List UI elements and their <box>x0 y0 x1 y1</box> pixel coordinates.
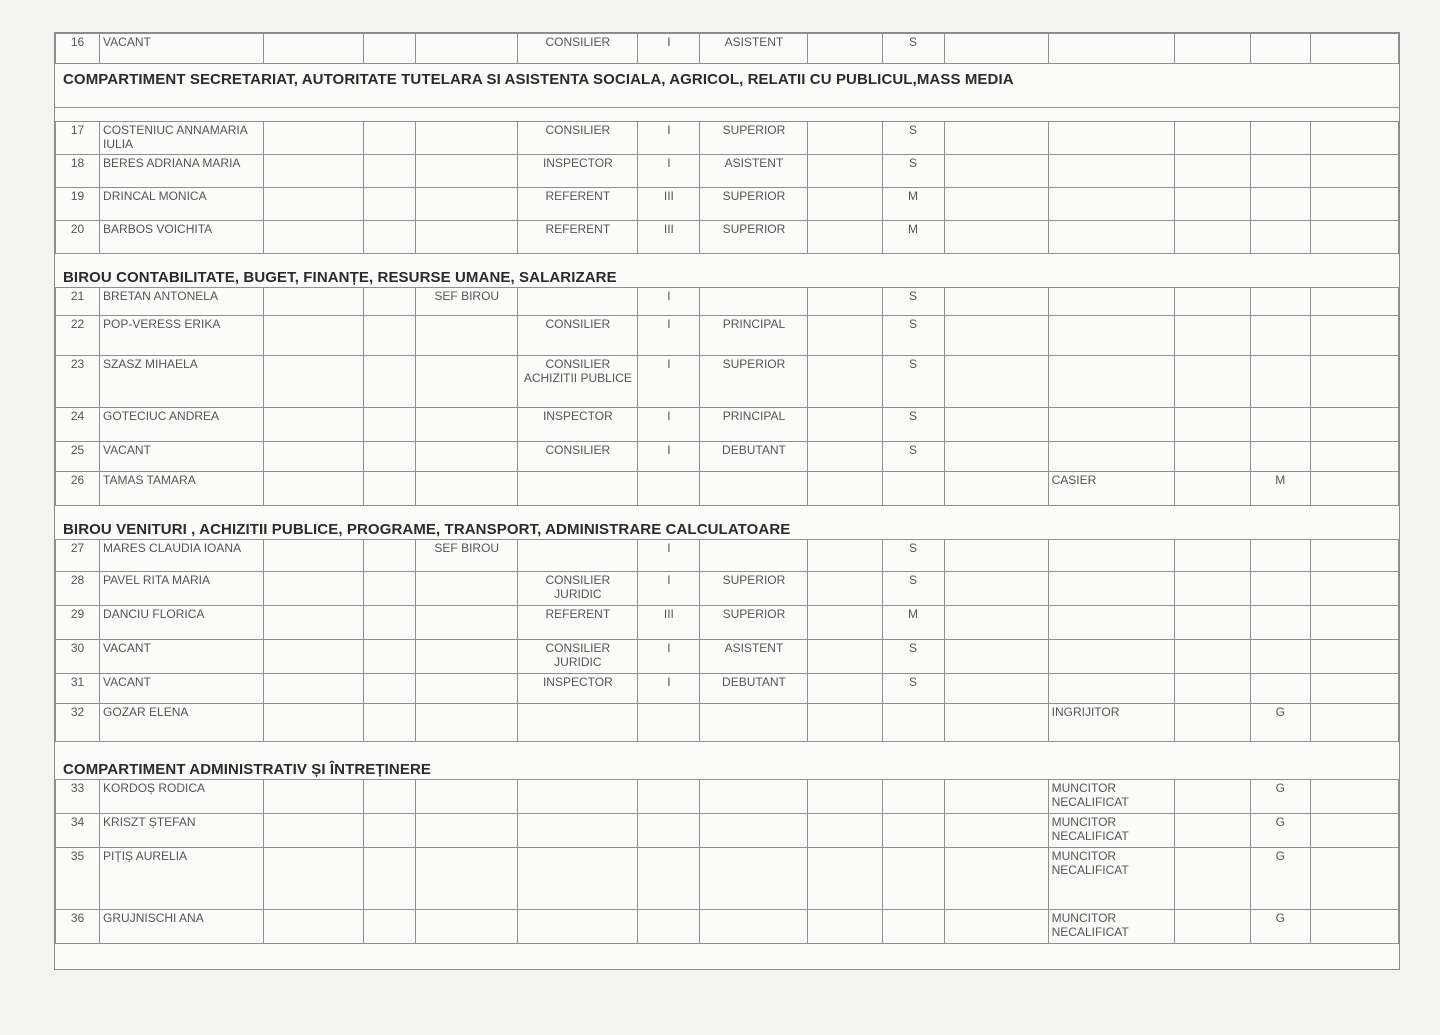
cell-nr: 24 <box>56 408 100 442</box>
cell-functie <box>518 540 638 572</box>
cell-conducere <box>416 155 518 188</box>
cell-name: KORDOȘ RODICA <box>100 780 264 814</box>
cell-contract <box>1048 155 1174 188</box>
cell-clasa: I <box>638 316 700 356</box>
cell-name: VACANT <box>100 674 264 704</box>
cell-clasa <box>638 848 700 910</box>
cell-conducere <box>416 316 518 356</box>
cell-studii <box>882 814 944 848</box>
cell-contract-studii <box>1250 408 1310 442</box>
cell-functie: CONSILIER <box>518 442 638 472</box>
cell-grad: DEBUTANT <box>700 674 808 704</box>
cell-grad: ASISTENT <box>700 155 808 188</box>
cell-contract-studii <box>1250 442 1310 472</box>
cell-clasa: I <box>638 640 700 674</box>
cell-grad: SUPERIOR <box>700 221 808 254</box>
cell-conducere <box>416 848 518 910</box>
cell-contract-studii <box>1250 155 1310 188</box>
cell-studii: S <box>882 540 944 572</box>
cell-contract-studii: G <box>1250 780 1310 814</box>
table-row <box>56 674 1399 704</box>
cell-nr: 31 <box>56 674 100 704</box>
cell-studii: M <box>882 606 944 640</box>
cell-studii: S <box>882 316 944 356</box>
cell-studii <box>882 780 944 814</box>
table-row <box>56 910 1399 944</box>
cell-grad <box>700 288 808 316</box>
table-row <box>56 704 1399 742</box>
table-row <box>56 540 1399 572</box>
cell-contract-studii: G <box>1250 814 1310 848</box>
cell-studii: S <box>882 356 944 408</box>
cell-nr: 21 <box>56 288 100 316</box>
cell-nr: 20 <box>56 221 100 254</box>
cell-studii: S <box>882 572 944 606</box>
cell-clasa: I <box>638 155 700 188</box>
table-row <box>56 572 1399 606</box>
cell-name: COSTENIUC ANNAMARIA IULIA <box>100 122 264 155</box>
cell-functie: INSPECTOR <box>518 155 638 188</box>
cell-contract-studii <box>1250 540 1310 572</box>
cell-studii <box>882 848 944 910</box>
table-row <box>56 606 1399 640</box>
cell-contract-studii: G <box>1250 704 1310 742</box>
cell-grad <box>700 780 808 814</box>
cell-grad <box>700 540 808 572</box>
cell-functie: CONSILIER JURIDIC <box>518 640 638 674</box>
table-row <box>56 155 1399 188</box>
cell-name: VACANT <box>100 640 264 674</box>
cell-contract-studii <box>1250 288 1310 316</box>
cell-name: PAVEL RITA MARIA <box>100 572 264 606</box>
cell-name: BRETAN ANTONELA <box>100 288 264 316</box>
cell-studii: S <box>882 442 944 472</box>
cell-contract-studii: G <box>1250 848 1310 910</box>
cell-clasa <box>638 472 700 506</box>
cell-clasa: III <box>638 606 700 640</box>
table-row <box>56 472 1399 506</box>
cell-contract: MUNCITOR NECALIFICAT <box>1048 848 1174 910</box>
cell-nr: 26 <box>56 472 100 506</box>
cell-studii: S <box>882 155 944 188</box>
cell-contract: MUNCITOR NECALIFICAT <box>1048 780 1174 814</box>
cell-nr: 33 <box>56 780 100 814</box>
table-row <box>56 316 1399 356</box>
cell-studii: M <box>882 221 944 254</box>
cell-conducere: SEF BIROU <box>416 540 518 572</box>
cell-contract-studii <box>1250 221 1310 254</box>
cell-studii: S <box>882 288 944 316</box>
cell-conducere <box>416 640 518 674</box>
cell-grad: SUPERIOR <box>700 122 808 155</box>
cell-conducere <box>416 221 518 254</box>
table-row <box>56 780 1399 814</box>
table-row <box>56 848 1399 910</box>
cell-contract-studii <box>1250 188 1310 221</box>
section-heading: BIROU CONTABILITATE, BUGET, FINANȚE, RESURSE UMANE, SALARIZARE <box>63 269 617 286</box>
table-row <box>56 288 1399 316</box>
cell-grad <box>700 910 808 944</box>
cell-clasa: I <box>638 540 700 572</box>
cell-nr: 29 <box>56 606 100 640</box>
cell-clasa: I <box>638 572 700 606</box>
cell-conducere: SEF BIROU <box>416 288 518 316</box>
table-row <box>56 442 1399 472</box>
table-row <box>56 34 1399 64</box>
cell-contract-studii <box>1250 356 1310 408</box>
cell-contract-studii <box>1250 122 1310 155</box>
cell-contract <box>1048 572 1174 606</box>
cell-functie: INSPECTOR <box>518 408 638 442</box>
cell-nr: 18 <box>56 155 100 188</box>
cell-functie <box>518 472 638 506</box>
cell-grad: PRINCIPAL <box>700 316 808 356</box>
table-top <box>55 33 1399 64</box>
cell-name: DANCIU FLORICA <box>100 606 264 640</box>
table-section <box>55 539 1399 742</box>
cell-nr: 34 <box>56 814 100 848</box>
cell-nr: 32 <box>56 704 100 742</box>
cell-studii: S <box>882 122 944 155</box>
cell-clasa: I <box>638 442 700 472</box>
section-heading: COMPARTIMENT ADMINISTRATIV ȘI ÎNTREȚINERE <box>63 761 431 778</box>
cell-conducere <box>416 606 518 640</box>
cell-nr: 30 <box>56 640 100 674</box>
cell-nr: 23 <box>56 356 100 408</box>
table-row <box>56 640 1399 674</box>
cell-functie: REFERENT <box>518 221 638 254</box>
cell-functie <box>518 704 638 742</box>
cell-clasa: I <box>638 408 700 442</box>
cell-contract <box>1048 606 1174 640</box>
cell-name: BARBOS VOICHITA <box>100 221 264 254</box>
cell-grad: SUPERIOR <box>700 356 808 408</box>
cell-functie: CONSILIER ACHIZITII PUBLICE <box>518 356 638 408</box>
table-section <box>55 287 1399 506</box>
cell-contract: CASIER <box>1048 472 1174 506</box>
cell-clasa: III <box>638 188 700 221</box>
cell-contract <box>1048 640 1174 674</box>
divider <box>55 107 1399 108</box>
cell-clasa: I <box>638 356 700 408</box>
cell-contract <box>1048 288 1174 316</box>
cell-conducere <box>416 814 518 848</box>
document-sheet <box>54 32 1400 970</box>
cell-contract <box>1048 674 1174 704</box>
cell-name: PIȚIȘ AURELIA <box>100 848 264 910</box>
cell-clasa: I <box>638 122 700 155</box>
cell-nr: 19 <box>56 188 100 221</box>
cell-contract <box>1048 122 1174 155</box>
cell-name: MARES CLAUDIA IOANA <box>100 540 264 572</box>
cell-name: POP-VERESS ERIKA <box>100 316 264 356</box>
cell-nr: 22 <box>56 316 100 356</box>
cell-conducere <box>416 472 518 506</box>
cell-conducere <box>416 356 518 408</box>
cell-functie: CONSILIER <box>518 34 638 64</box>
cell-name: SZASZ MIHAELA <box>100 356 264 408</box>
cell-name: GRUJNISCHI ANA <box>100 910 264 944</box>
cell-contract <box>1048 221 1174 254</box>
cell-clasa <box>638 910 700 944</box>
cell-contract-studii <box>1250 316 1310 356</box>
cell-nr: 16 <box>56 34 100 64</box>
table-section <box>55 121 1399 254</box>
table-row <box>56 408 1399 442</box>
cell-contract <box>1048 540 1174 572</box>
cell-functie <box>518 288 638 316</box>
cell-grad <box>700 814 808 848</box>
cell-contract-studii: G <box>1250 910 1310 944</box>
cell-grad: SUPERIOR <box>700 572 808 606</box>
cell-clasa <box>638 814 700 848</box>
cell-contract: MUNCITOR NECALIFICAT <box>1048 814 1174 848</box>
cell-nr: 35 <box>56 848 100 910</box>
cell-contract <box>1048 356 1174 408</box>
cell-grad <box>700 848 808 910</box>
cell-contract <box>1048 188 1174 221</box>
cell-grad: PRINCIPAL <box>700 408 808 442</box>
cell-functie: CONSILIER JURIDIC <box>518 572 638 606</box>
cell-conducere <box>416 408 518 442</box>
cell-studii: S <box>882 408 944 442</box>
section-heading: BIROU VENITURI , ACHIZITII PUBLICE, PROGRAME, TRANSPORT, ADMINISTRARE CALCULATOARE <box>63 521 791 538</box>
cell-studii <box>882 704 944 742</box>
cell-functie <box>518 910 638 944</box>
cell-nr: 17 <box>56 122 100 155</box>
cell-contract: MUNCITOR NECALIFICAT <box>1048 910 1174 944</box>
cell-grad <box>700 472 808 506</box>
cell-conducere <box>416 704 518 742</box>
cell-studii <box>882 910 944 944</box>
cell-conducere <box>416 910 518 944</box>
cell-conducere <box>416 188 518 221</box>
table-row <box>56 188 1399 221</box>
cell-contract-studii <box>1250 606 1310 640</box>
cell-contract: INGRIJITOR <box>1048 704 1174 742</box>
cell-functie: CONSILIER <box>518 316 638 356</box>
cell-contract <box>1048 316 1174 356</box>
cell-studii: S <box>882 674 944 704</box>
cell-functie <box>518 848 638 910</box>
cell-functie: REFERENT <box>518 188 638 221</box>
cell-grad: SUPERIOR <box>700 188 808 221</box>
cell-name: KRISZT ȘTEFAN <box>100 814 264 848</box>
cell-grad: DEBUTANT <box>700 442 808 472</box>
cell-clasa: III <box>638 221 700 254</box>
cell-grad: ASISTENT <box>700 640 808 674</box>
cell-clasa <box>638 704 700 742</box>
cell-studii <box>882 472 944 506</box>
cell-contract <box>1048 442 1174 472</box>
cell-contract-studii <box>1250 572 1310 606</box>
cell-contract-studii <box>1250 674 1310 704</box>
cell-clasa: I <box>638 34 700 64</box>
cell-name: DRINCAL MONICA <box>100 188 264 221</box>
cell-name: VACANT <box>100 34 264 64</box>
section-heading: COMPARTIMENT SECRETARIAT, AUTORITATE TUTELARA SI ASISTENTA SOCIALA, AGRICOL, RELATII CU PUBLICUL,MASS MEDIA <box>63 71 1014 88</box>
cell-studii: S <box>882 640 944 674</box>
table-section <box>55 779 1399 944</box>
cell-clasa <box>638 780 700 814</box>
cell-nr: 36 <box>56 910 100 944</box>
cell-grad: SUPERIOR <box>700 606 808 640</box>
cell-name: GOZAR ELENA <box>100 704 264 742</box>
cell-name: VACANT <box>100 442 264 472</box>
cell-name: GOTECIUC ANDREA <box>100 408 264 442</box>
table-row <box>56 221 1399 254</box>
cell-name: TAMAS TAMARA <box>100 472 264 506</box>
cell-studii: M <box>882 188 944 221</box>
cell-conducere <box>416 780 518 814</box>
cell-functie <box>518 780 638 814</box>
cell-functie <box>518 814 638 848</box>
cell-conducere <box>416 122 518 155</box>
cell-nr: 28 <box>56 572 100 606</box>
cell-nr: 27 <box>56 540 100 572</box>
cell-grad: ASISTENT <box>700 34 808 64</box>
cell-grad <box>700 704 808 742</box>
cell-conducere <box>416 442 518 472</box>
table-row <box>56 356 1399 408</box>
cell-clasa: I <box>638 288 700 316</box>
cell-functie: INSPECTOR <box>518 674 638 704</box>
cell-functie: CONSILIER <box>518 122 638 155</box>
cell-conducere <box>416 572 518 606</box>
cell-contract-studii <box>1250 640 1310 674</box>
table-row <box>56 122 1399 155</box>
cell-studii: S <box>882 34 944 64</box>
cell-functie: REFERENT <box>518 606 638 640</box>
cell-contract <box>1048 408 1174 442</box>
table-row <box>56 814 1399 848</box>
cell-contract-studii: M <box>1250 472 1310 506</box>
cell-nr: 25 <box>56 442 100 472</box>
cell-clasa: I <box>638 674 700 704</box>
cell-name: BERES ADRIANA MARIA <box>100 155 264 188</box>
cell-conducere <box>416 674 518 704</box>
